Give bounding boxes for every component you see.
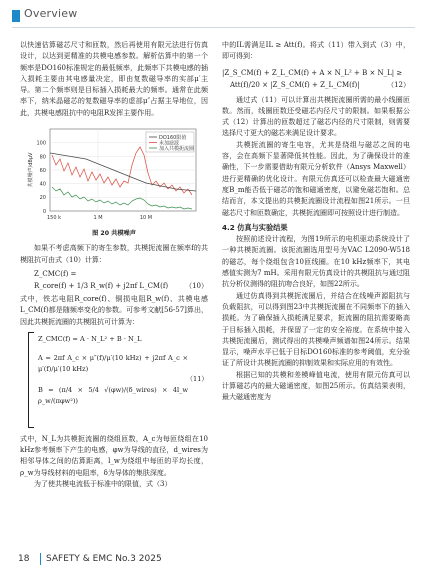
x-tick-label: 1 M — [93, 215, 103, 222]
equation-lhs: Z_CMC(f) = — [34, 269, 77, 278]
y-tick-label: 20 — [39, 195, 46, 202]
y-tick-label: 0 — [42, 209, 46, 216]
y-tick-label: 100 — [36, 140, 46, 147]
equation-number: （10） — [185, 281, 208, 290]
y-tick-label: 80 — [39, 154, 46, 161]
legend-label: DO160限值 — [159, 134, 187, 141]
paragraph: 共模扼流圈的寄生电容，尤其是绕组与磁芯之间的电容，会在高频下显著降低其性能。因此，为了确保设计的准确性，下一步需要借助有限元分析软件（Ansys Maxwell）进行更精确的优化设计。有限元仿真还可以检查最大磁通密度B_m能否低于磁芯的饱和磁通密度，以避免磁芯饱和。总结而言，本文提出的共模扼流圈设计流程如图21所示。一旦磁芯尺寸和匝数确定，共模扼流圈即可按照设计进行制造。 — [222, 140, 410, 217]
page-footer — [0, 548, 427, 572]
paragraph: 以快速估算磁芯尺寸和匝数，然后再使用有限元法进行仿真设计，以达到更精准的共模电感参数。解析估算中的第一个频率是DO160标准规定的最低频率，此频率下共模电感的插入损耗主要由其电感量决定，即由复数磁导率的实部μ′主导。第二个频率则是目标插入损耗最大的频率。通常在此频率下，纳米晶磁芯的复数磁导率的虚部μ″占据主导地位，因此，共模电感阻抗中的电阻R发挥主要作用。 — [20, 41, 208, 117]
header-divider — [12, 27, 415, 28]
paragraph: 通过仿真得到共模扼流圈后，并结合在线噪声源阻抗与负载阻抗，可以得到图23中共模扼流圈在不同频率下的插入损耗。为了确保插入损耗满足要求，扼流圈的阻抗需要略高于目标插入损耗，并保留了一定的安全裕度。在系统中接入共模扼流圈后，测试得出的共模噪声频谱如图24所示。结果显示，噪声水平已低于目标DO160标准的参考阈值，充分验证了所设计共模扼流圈的抑制效果和实际应用的有效性。 — [222, 291, 410, 368]
figure-caption: 图 20 共模噪声 — [92, 230, 136, 238]
equation-line: Z_CMC(f) = A · N_L² + B · N_L — [38, 334, 142, 343]
right-column — [222, 40, 410, 404]
y-tick-label: 60 — [39, 168, 46, 175]
paragraph: 按照前述设计流程，为图19所示的电机驱动系统设计了一种共模扼流圈。该扼流圈选用型号为VAC L2090-W518的磁芯，每个绕组包含10匝线圈。在10 kHz频率下，其电感值实测为7 mH。采用有限元仿真设计的共模阻抗与通过阻抗分析仪测得的阻抗吻合良好，如图22所示。 — [222, 235, 410, 289]
paragraph: 式中，铁芯电阻R_core(f)、铜损电阻R_w(f)、共模电感L_CM(f)都是随频率变化的参数。可参考文献[56-57]算出，因此共模扼流圈的共模阻抗可计算为： — [20, 294, 208, 326]
equation-bracket — [28, 332, 34, 428]
page-number: 18 — [18, 554, 30, 564]
journal-name: SAFETY & EMC No.3 2025 — [46, 554, 162, 564]
x-tick-labels — [47, 215, 152, 221]
equation-line: Att(f)/20 × |Z_S_CM(f) + Z_L_CM(f)| — [230, 80, 360, 89]
paragraph: 中的IL需满足IL ≥ Att(f)。将式（11）带入到式（3）中，即可得到： — [222, 41, 410, 61]
section-heading: 4.2 仿真与实验结果 — [222, 222, 288, 232]
paragraph: 式中，N_L为共模扼流圈的绕组匝数，A_c为每匝绕组在10 kHz参考频率下产生的电感，φw为导线的直径，d_wires为相邻导体之间的估算距离，l_w为绕组中每匝的平均长度，ρ_w为导线材料的电阻率，δ为导体的集肤深度。 — [20, 434, 208, 477]
equation-number: （11） — [186, 374, 208, 383]
equation-line: |Z_S_CM(f) + Z_L_CM(f) + A × N_L² + B × N_L| ≥ — [222, 68, 403, 77]
y-tick-labels — [36, 141, 46, 215]
equation-12 — [222, 67, 410, 91]
equation-11 — [20, 332, 208, 430]
noise-chart — [26, 125, 202, 225]
chart-legend — [146, 132, 194, 152]
paragraph: 根据已知的共模和差模峰值电流，使用有限元仿真可以计算磁芯内的最大磁通密度，如图25所示。仿真结果表明，最大磁通密度为 — [222, 370, 410, 402]
section-title: Overview — [24, 7, 78, 20]
noise-figure — [26, 125, 202, 225]
page-header — [0, 0, 427, 30]
legend-label: 未加滤波 — [159, 140, 180, 147]
y-axis-label: 共模噪声/dBμV — [28, 152, 34, 188]
paragraph: 通过式（11）可以计算出共模扼流圈所需的最小线圈匝数。然而，线圈匝数还受磁芯内径尺寸的限制。如果根据公式（12）计算出的匝数超过了磁芯内径的尺寸限制，则需要选择尺寸更大的磁芯来满足设计要求。 — [222, 95, 410, 138]
left-column — [20, 40, 208, 490]
legend-label: 加入共模扼流圈 — [159, 145, 195, 152]
x-tick-label: 150 k — [46, 215, 62, 222]
equation-line: B = (π/4 × 5/4 √(φw)/(δ_wires) × 4l_w ρ_w/(πφw²)) — [38, 385, 188, 405]
footer-color-mark — [40, 553, 41, 565]
paragraph: 如果不考虑高频下的寄生参数，共模扼流圈在频率f的共模阻抗可由式（10）计算： — [20, 244, 208, 264]
section-color-mark — [12, 10, 20, 22]
y-tick-label: 40 — [39, 181, 46, 188]
x-tick-label: 10 M — [139, 215, 153, 222]
equation-line: A = 2πf A_c × μ″(f)/μ′(10 kHz) + j2πf A_c × μ′(f)/μ′(10 kHz) — [38, 353, 188, 373]
equation-10 — [20, 268, 208, 292]
equation-rhs: R_core(f) + 1/3 R_w(f) + j2πf L_CM(f) — [34, 281, 169, 290]
paragraph: 为了使共模电流低于标准中的限值，式（3） — [34, 480, 172, 489]
equation-number: （12） — [387, 80, 410, 89]
